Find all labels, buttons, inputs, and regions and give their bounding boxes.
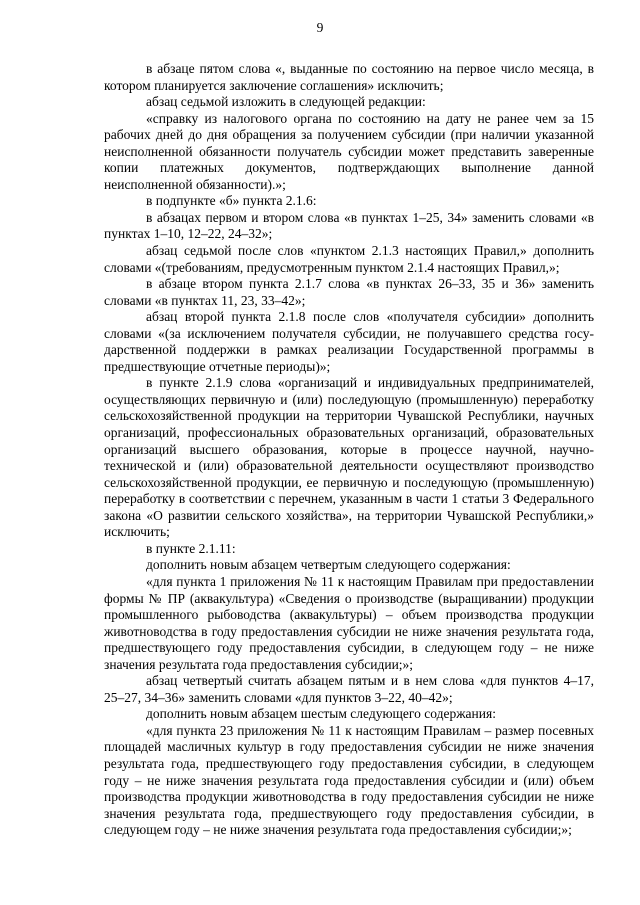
paragraph-7: в абзаце втором пункта 2.1.7 слова «в пунктах 26–33, 35 и 36» заменить словами «в пунктах 11, 23, 33–42»; bbox=[104, 276, 594, 308]
document-body bbox=[104, 61, 594, 839]
paragraph-6: абзац седьмой после слов «пунктом 2.1.3 настоящих Правил,» дополнить словами «(требованиям, предусмотренным пунктом 2.1.4 настоящих Правил,»; bbox=[104, 243, 594, 275]
paragraph-5: в абзацах первом и втором слова «в пунктах 1–25, 34» заменить словами «в пунктах 1–10, 12–22, 24–32»; bbox=[104, 209, 594, 242]
paragraph-1: в абзаце пятом слова «, выданные по состоянию на первое число месяца, в котором планируется заключение соглашения» исключить; bbox=[104, 61, 594, 93]
paragraph-3: «справку из налогового органа по состоянию на дату не ранее чем за 15 рабочих дней до дня обращения за получением субсидии (при наличии указанной неисполненной обязанности получатель субсидии может представить заверенные копии платежных документов, подтверждающих выполнение данной неисполненной обязанности).»; bbox=[104, 110, 594, 192]
paragraph-4: в подпункте «б» пункта 2.1.6: bbox=[146, 193, 317, 209]
paragraph-2: абзац седьмой изложить в следующей редакции: bbox=[146, 94, 426, 110]
paragraph-15: «для пункта 23 приложения № 11 к настоящим Правилам – размер посевных площадей масличных культур в году предоставления субсидии не ниже значения результата года, предшествующего году предоставления субсидии, в следующем году – не ниже значения результата года предоставления субсидии и (или) объем производства продукции животноводства в году предоставления субсидии не ниже значения результата года, предшествующего году предоставления субсидии, в следующем году – не ниже значения результата года предоставления субсидии;»; bbox=[104, 722, 594, 838]
paragraph-10: в пункте 2.1.11: bbox=[146, 540, 236, 556]
paragraph-8: абзац второй пункта 2.1.8 после слов «получателя субсидии» дополнить словами «(за исключением получателя субсидии, не получавшего средства государственной поддержки в рамках реализации Государственной программы в предшествующие отчетные периоды)»; bbox=[104, 309, 594, 374]
paragraph-11: дополнить новым абзацем четвертым следующего содержания: bbox=[146, 557, 511, 573]
paragraph-13: абзац четвертый считать абзацем пятым и в нем слова «для пунктов 4–17, 25–27, 34–36» заменить словами «для пунктов 3–22, 40–42»; bbox=[104, 673, 594, 705]
paragraph-12: «для пункта 1 приложения № 11 к настоящим Правилам при предоставлении формы № ПР (аквакультура) «Сведения о производстве (выращивании) продукции промышленного рыбоводства (аквакультуры) – объем производства продукции животноводства в году предоставления субсидии не ниже значения результата года, предшествующего году предоставления субсидии, в следующем году – не ниже значения результата года предоставления субсидии;»; bbox=[104, 573, 594, 672]
paragraph-9: в пункте 2.1.9 слова «организаций и индивидуальных предпринимателей, осуществляющих первичную и (или) последующую (промышленную) переработку сельскохозяйственной продукции на территории Чувашской Республики, научных организаций, профессиональных образовательных организаций, образовательных организаций высшего образования, которые в процессе научной, научно-технической и (или) образовательной деятельности осуществляют производство сельскохозяйственной продукции, ее первичную и последующую (промышленную) переработку в соответствии с перечнем, указанным в части 1 статьи 3 Федерального закона «О развитии сельского хозяйства», на территории Чувашской Республики,» исключить; bbox=[104, 375, 594, 540]
paragraph-14: дополнить новым абзацем шестым следующего содержания: bbox=[146, 706, 496, 722]
page-number: 9 bbox=[316, 20, 324, 35]
